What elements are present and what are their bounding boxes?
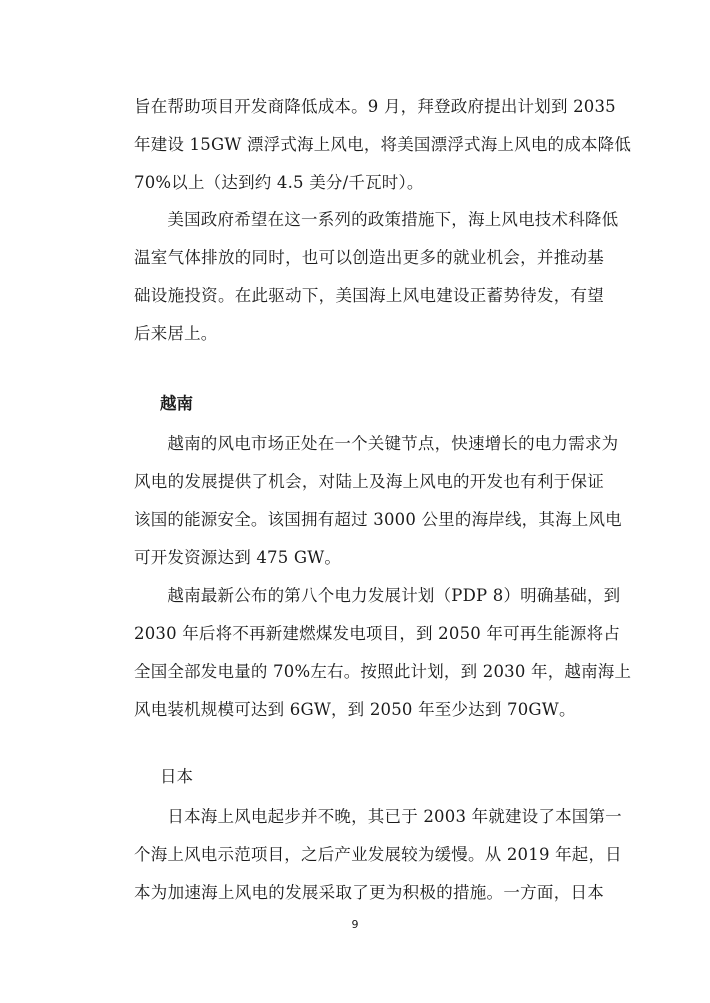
text-line: 后来居上。 (134, 324, 218, 343)
text-line: 温室气体排放的同时，也可以创造出更多的就业机会，并推动基 (134, 248, 604, 267)
text-line: 本为加速海上风电的发展采取了更为积极的措施。一方面，日本 (134, 883, 604, 902)
paragraph-vietnam-pdp8 (134, 577, 632, 729)
page-number: 9 (351, 918, 359, 931)
text-line: 风电的发展提供了机会，对陆上及海上风电的开发也有利于保证 (134, 472, 604, 491)
text-line: 越南的风电市场正处在一个关键节点，快速增长的电力需求为 (134, 434, 619, 453)
paragraph-us-cost (134, 88, 632, 202)
text-line: 2030 年后将不再新建燃煤发电项目，到 2050 年可再生能源将占 (134, 624, 621, 643)
text-line: 年建设 15GW 漂浮式海上风电，将美国漂浮式海上风电的成本降低 (134, 135, 632, 154)
paragraph-vietnam-market (134, 425, 622, 577)
text-line: 可开发资源达到 475 GW。 (134, 548, 342, 567)
text-line: 个海上风电示范项目，之后产业发展较为缓慢。从 2019 年起，日 (134, 845, 622, 864)
section-heading-japan: 日本 (160, 767, 193, 786)
section-heading-vietnam: 越南 (160, 394, 193, 413)
text-line: 础设施投资。在此驱动下，美国海上风电建设正蓄势待发，有望 (134, 286, 604, 305)
text-line: 日本海上风电起步并不晚，其已于 2003 年就建设了本国第一 (134, 807, 622, 826)
text-line: 70%以上（达到约 4.5 美分/千瓦时）。 (134, 173, 424, 192)
text-line: 风电装机规模可达到 6GW，到 2050 年至少达到 70GW。 (134, 700, 576, 719)
text-line: 全国全部发电量的 70%左右。按照此计划，到 2030 年，越南海上 (134, 662, 632, 681)
text-line: 美国政府希望在这一系列的政策措施下，海上风电技术科降低 (134, 210, 619, 229)
paragraph-us-policy (134, 201, 619, 353)
text-line: 越南最新公布的第八个电力发展计划（PDP 8）明确基础，到 (134, 586, 621, 605)
text-line: 旨在帮助项目开发商降低成本。9 月，拜登政府提出计划到 2035 (134, 97, 616, 116)
text-line: 该国的能源安全。该国拥有超过 3000 公里的海岸线，其海上风电 (134, 510, 622, 529)
paragraph-japan-history (134, 798, 622, 912)
